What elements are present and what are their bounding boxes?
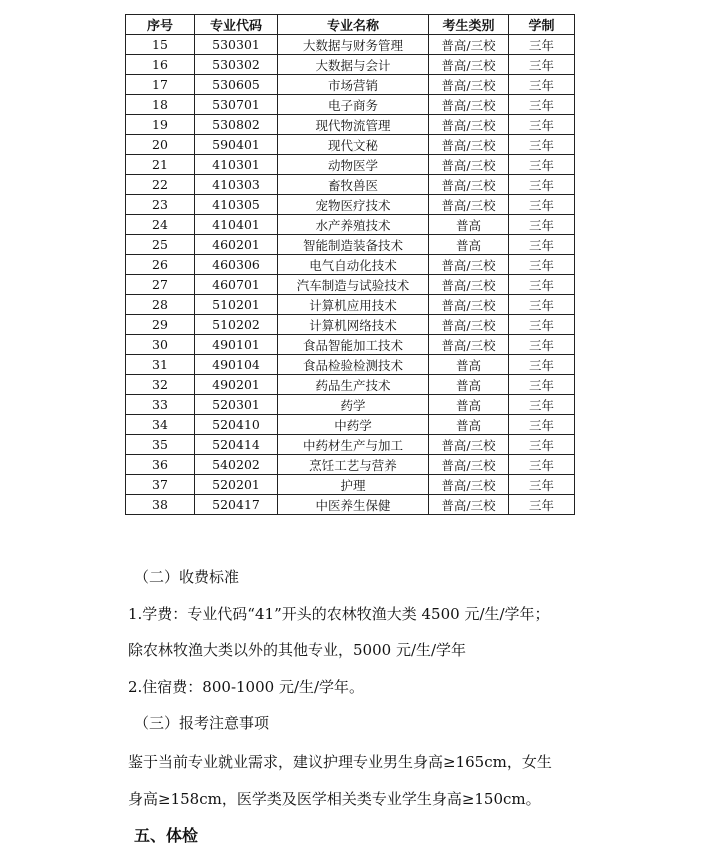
cell-duration: 三年 <box>509 75 575 95</box>
cell-name: 食品智能加工技术 <box>278 335 429 355</box>
cell-name: 动物医学 <box>278 155 429 175</box>
cell-name: 计算机应用技术 <box>278 295 429 315</box>
header-code: 专业代码 <box>195 15 278 35</box>
cell-duration: 三年 <box>509 435 575 455</box>
cell-duration: 三年 <box>509 455 575 475</box>
cell-duration: 三年 <box>509 475 575 495</box>
cell-duration: 三年 <box>509 415 575 435</box>
cell-category: 普高/三校 <box>429 315 509 335</box>
cell-duration: 三年 <box>509 35 575 55</box>
cell-seq: 37 <box>126 475 195 495</box>
table-body <box>126 35 575 515</box>
table-row <box>126 55 575 75</box>
cell-name: 中药学 <box>278 415 429 435</box>
table-row <box>126 115 575 135</box>
cell-name: 护理 <box>278 475 429 495</box>
cell-category: 普高/三校 <box>429 55 509 75</box>
cell-code: 410401 <box>195 215 278 235</box>
cell-name: 计算机网络技术 <box>278 315 429 335</box>
table-row <box>126 235 575 255</box>
header-seq: 序号 <box>126 15 195 35</box>
cell-seq: 36 <box>126 455 195 475</box>
section-5-heading: 五、体检 <box>134 826 199 845</box>
cell-code: 410305 <box>195 195 278 215</box>
cell-seq: 19 <box>126 115 195 135</box>
cell-name: 智能制造装备技术 <box>278 235 429 255</box>
cell-code: 520301 <box>195 395 278 415</box>
cell-name: 中医养生保健 <box>278 495 429 515</box>
cell-code: 520410 <box>195 415 278 435</box>
table-row <box>126 355 575 375</box>
cell-name: 水产养殖技术 <box>278 215 429 235</box>
majors-table <box>125 14 575 515</box>
cell-name: 大数据与会计 <box>278 55 429 75</box>
cell-code: 520201 <box>195 475 278 495</box>
cell-seq: 29 <box>126 315 195 335</box>
cell-code: 590401 <box>195 135 278 155</box>
header-category: 考生类别 <box>429 15 509 35</box>
table-row <box>126 95 575 115</box>
cell-duration: 三年 <box>509 395 575 415</box>
cell-code: 540202 <box>195 455 278 475</box>
cell-category: 普高 <box>429 415 509 435</box>
cell-code: 530301 <box>195 35 278 55</box>
table-row <box>126 35 575 55</box>
cell-seq: 24 <box>126 215 195 235</box>
cell-category: 普高/三校 <box>429 75 509 95</box>
fees-heading: （二）收费标准 <box>134 568 240 586</box>
cell-name: 畜牧兽医 <box>278 175 429 195</box>
cell-code: 510201 <box>195 295 278 315</box>
cell-seq: 33 <box>126 395 195 415</box>
cell-code: 520414 <box>195 435 278 455</box>
table-row <box>126 275 575 295</box>
cell-category: 普高/三校 <box>429 195 509 215</box>
table-row <box>126 475 575 495</box>
cell-code: 460306 <box>195 255 278 275</box>
table-row <box>126 135 575 155</box>
accommodation-fee: 2.住宿费：800-1000 元/生/学年。 <box>128 678 365 696</box>
cell-category: 普高/三校 <box>429 475 509 495</box>
cell-seq: 20 <box>126 135 195 155</box>
cell-duration: 三年 <box>509 375 575 395</box>
cell-category: 普高/三校 <box>429 175 509 195</box>
table-row <box>126 435 575 455</box>
cell-seq: 23 <box>126 195 195 215</box>
cell-category: 普高/三校 <box>429 435 509 455</box>
cell-name: 汽车制造与试验技术 <box>278 275 429 295</box>
cell-code: 520417 <box>195 495 278 515</box>
cell-name: 市场营销 <box>278 75 429 95</box>
header-name: 专业名称 <box>278 15 429 35</box>
notes-heading: （三）报考注意事项 <box>134 714 270 732</box>
cell-seq: 32 <box>126 375 195 395</box>
cell-duration: 三年 <box>509 275 575 295</box>
cell-code: 530605 <box>195 75 278 95</box>
cell-name: 电子商务 <box>278 95 429 115</box>
cell-code: 490104 <box>195 355 278 375</box>
table-row <box>126 195 575 215</box>
cell-duration: 三年 <box>509 195 575 215</box>
cell-name: 食品检验检测技术 <box>278 355 429 375</box>
cell-category: 普高/三校 <box>429 135 509 155</box>
cell-category: 普高 <box>429 215 509 235</box>
tuition-line-1: 1.学费：专业代码“41”开头的农林牧渔大类 4500 元/生/学年； <box>128 605 550 623</box>
cell-seq: 38 <box>126 495 195 515</box>
table-row <box>126 455 575 475</box>
cell-seq: 28 <box>126 295 195 315</box>
cell-seq: 30 <box>126 335 195 355</box>
cell-seq: 25 <box>126 235 195 255</box>
cell-code: 460201 <box>195 235 278 255</box>
cell-duration: 三年 <box>509 135 575 155</box>
cell-name: 现代文秘 <box>278 135 429 155</box>
cell-category: 普高 <box>429 235 509 255</box>
table-row <box>126 415 575 435</box>
table-row <box>126 315 575 335</box>
table-row <box>126 175 575 195</box>
cell-category: 普高/三校 <box>429 495 509 515</box>
cell-category: 普高/三校 <box>429 255 509 275</box>
cell-duration: 三年 <box>509 295 575 315</box>
cell-code: 510202 <box>195 315 278 335</box>
table-row <box>126 495 575 515</box>
cell-category: 普高/三校 <box>429 95 509 115</box>
cell-duration: 三年 <box>509 215 575 235</box>
cell-seq: 22 <box>126 175 195 195</box>
cell-name: 宠物医疗技术 <box>278 195 429 215</box>
cell-code: 410303 <box>195 175 278 195</box>
table-header-row <box>126 15 575 35</box>
cell-duration: 三年 <box>509 175 575 195</box>
cell-duration: 三年 <box>509 495 575 515</box>
header-duration: 学制 <box>509 15 575 35</box>
cell-category: 普高 <box>429 355 509 375</box>
cell-seq: 16 <box>126 55 195 75</box>
tuition-line-2: 除农林牧渔大类以外的其他专业，5000 元/生/学年 <box>128 641 467 659</box>
cell-duration: 三年 <box>509 255 575 275</box>
cell-name: 电气自动化技术 <box>278 255 429 275</box>
cell-category: 普高/三校 <box>429 335 509 355</box>
cell-code: 490201 <box>195 375 278 395</box>
notes-line-1: 鉴于当前专业就业需求，建议护理专业男生身高≥165cm，女生 <box>128 753 552 771</box>
cell-name: 药学 <box>278 395 429 415</box>
cell-category: 普高 <box>429 375 509 395</box>
cell-seq: 27 <box>126 275 195 295</box>
cell-code: 460701 <box>195 275 278 295</box>
cell-name: 大数据与财务管理 <box>278 35 429 55</box>
cell-name: 药品生产技术 <box>278 375 429 395</box>
cell-code: 410301 <box>195 155 278 175</box>
cell-seq: 15 <box>126 35 195 55</box>
cell-duration: 三年 <box>509 115 575 135</box>
cell-seq: 35 <box>126 435 195 455</box>
cell-seq: 21 <box>126 155 195 175</box>
cell-duration: 三年 <box>509 355 575 375</box>
cell-seq: 18 <box>126 95 195 115</box>
cell-category: 普高/三校 <box>429 115 509 135</box>
table-row <box>126 255 575 275</box>
table-row <box>126 295 575 315</box>
cell-code: 490101 <box>195 335 278 355</box>
cell-seq: 17 <box>126 75 195 95</box>
cell-code: 530701 <box>195 95 278 115</box>
cell-duration: 三年 <box>509 55 575 75</box>
cell-name: 中药材生产与加工 <box>278 435 429 455</box>
cell-category: 普高/三校 <box>429 35 509 55</box>
cell-seq: 34 <box>126 415 195 435</box>
cell-duration: 三年 <box>509 95 575 115</box>
table-row <box>126 395 575 415</box>
table-row <box>126 155 575 175</box>
cell-seq: 31 <box>126 355 195 375</box>
table-row <box>126 375 575 395</box>
notes-line-2: 身高≥158cm，医学类及医学相关类专业学生身高≥150cm。 <box>128 790 541 808</box>
cell-code: 530302 <box>195 55 278 75</box>
cell-seq: 26 <box>126 255 195 275</box>
cell-category: 普高/三校 <box>429 275 509 295</box>
cell-duration: 三年 <box>509 155 575 175</box>
cell-duration: 三年 <box>509 315 575 335</box>
cell-duration: 三年 <box>509 335 575 355</box>
cell-category: 普高/三校 <box>429 155 509 175</box>
cell-code: 530802 <box>195 115 278 135</box>
cell-name: 现代物流管理 <box>278 115 429 135</box>
cell-name: 烹饪工艺与营养 <box>278 455 429 475</box>
table-row <box>126 75 575 95</box>
table-row <box>126 215 575 235</box>
cell-category: 普高/三校 <box>429 295 509 315</box>
cell-category: 普高 <box>429 395 509 415</box>
table-row <box>126 335 575 355</box>
cell-duration: 三年 <box>509 235 575 255</box>
cell-category: 普高/三校 <box>429 455 509 475</box>
